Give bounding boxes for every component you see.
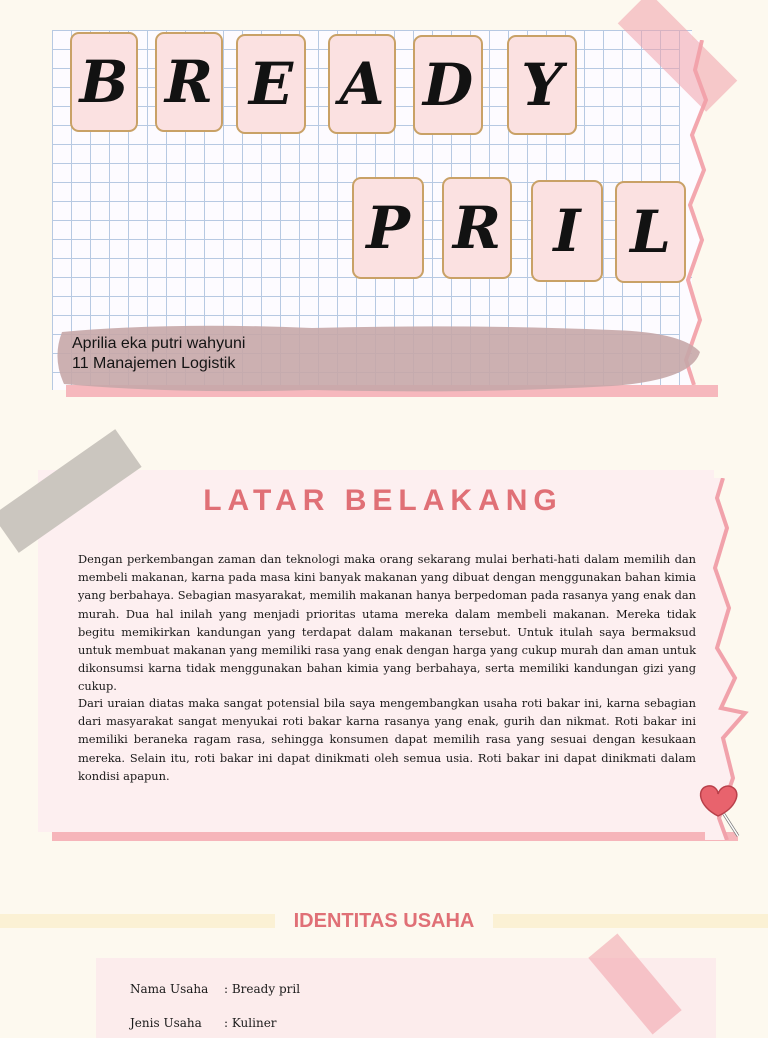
background-paragraph: Dengan perkembangan zaman dan teknologi maka orang sekarang mulai berhati-hati dalam memilih dan membeli makanan, karna pada masa kini banyak makanan yang dibuat dengan menggunakan bahan kimia yang berbahaya. Sebagian masyarakat, memilih makanan hanya berpedoman pada rasanya yang enak dan murah. Dua hal inilah yang menjadi prioritas utama mereka dalam membeli makanan. Mereka tidak begitu memikirkan kandungan yang terdapat dalam makanan tersebut. Untuk itulah saya bermaksud untuk membuat makanan yang memiliki rasa yang enak dengan harga yang cukup murah dan aman untuk dikonsumsi karna tidak menggunakan bahan kimia yang berbahaya, serta memiliki kandungan gizi yang cukup. xyxy=(78,552,696,694)
title-letter-tile: B xyxy=(70,32,138,132)
title-letter-tile: R xyxy=(442,177,512,279)
field-label: Nama Usaha xyxy=(130,982,209,996)
identity-field xyxy=(130,1016,277,1030)
title-letter-tile: D xyxy=(413,35,483,135)
title-letter-tile: R xyxy=(155,32,223,132)
title-letter-tile: Y xyxy=(507,35,577,135)
field-value: : Kuliner xyxy=(224,1016,277,1030)
section-title-background: LATAR BELAKANG xyxy=(203,484,563,517)
field-value: : Bready pril xyxy=(224,982,301,996)
identity-field xyxy=(130,982,300,996)
author-name: Aprilia eka putri wahyuni xyxy=(72,335,246,352)
author-block xyxy=(72,334,245,374)
title-letter-tile: E xyxy=(236,34,306,134)
background-paragraph: Dari uraian diatas maka sangat potensial bila saya mengembangkan usaha roti bakar ini, karna sebagian dari masyarakat sangat menyukai roti bakar karna rasanya yang enak, gurih dan nikmat. Roti bakar ini memiliki beraneka ragam rasa, sehingga konsumen dapat memilih rasa yang sesuai dengan kesukaan mereka. Selain itu, roti bakar ini dapat dinikmati oleh semua usia. Roti bakar ini dapat dinikmati dalam kondisi apapun. xyxy=(78,696,696,783)
heart-lollipop-icon xyxy=(692,778,748,840)
field-label: Jenis Usaha xyxy=(130,1016,202,1030)
author-class: 11 Manajemen Logistik xyxy=(72,355,236,372)
title-letter-tile: P xyxy=(352,177,424,279)
title-letter-tile: I xyxy=(531,180,603,282)
section-title-identity: IDENTITAS USAHA xyxy=(275,910,493,933)
title-letter-tile: L xyxy=(615,181,686,283)
title-letter-tile: A xyxy=(328,34,396,134)
card-shadow-strip xyxy=(52,832,738,841)
